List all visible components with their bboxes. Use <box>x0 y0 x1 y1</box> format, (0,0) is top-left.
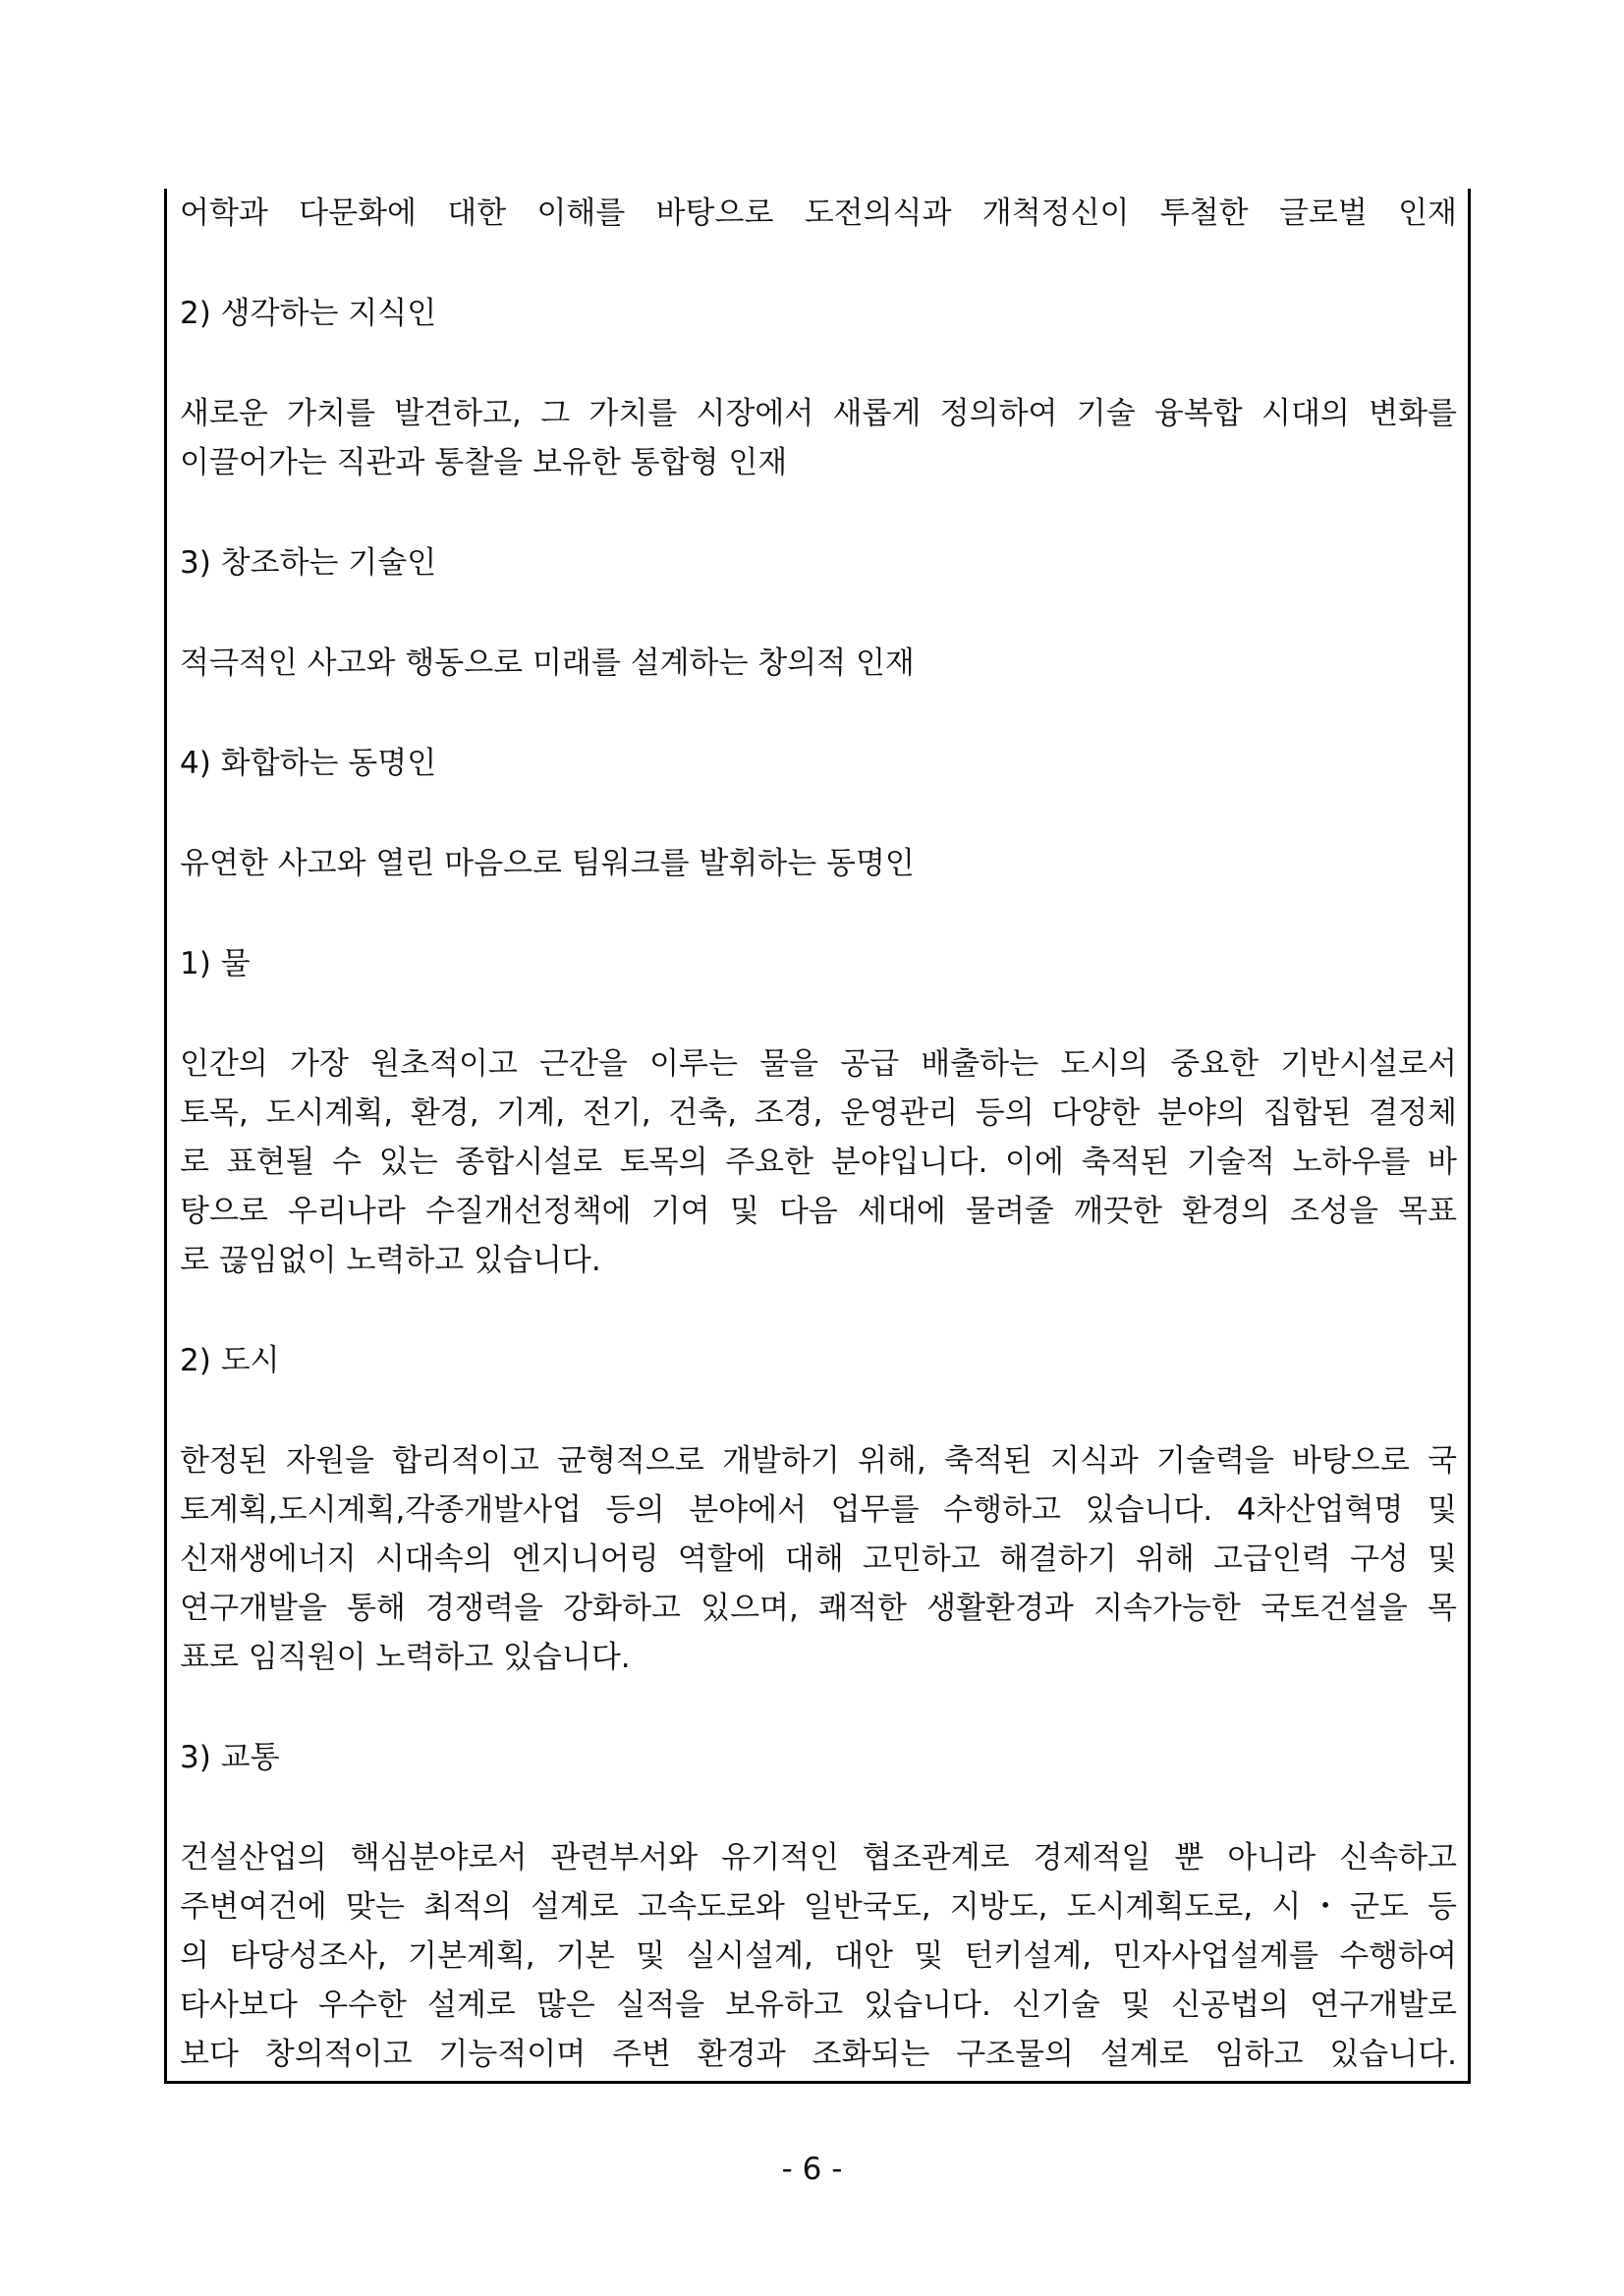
business-1-text: 로 끊임없이 노력하고 있습니다. <box>180 1243 601 1278</box>
business-2-text: 표로 임직원이 노력하고 있습니다. <box>180 1640 631 1675</box>
business-3-text: 보다 창의적이고 기능적이며 주변 환경과 조화되는 구조물의 설계로 임하고 있습니다. <box>180 2037 1457 2072</box>
business-3-text: 주변여건에 맞는 최적의 설계로 고속도로와 일반국도, 지방도, 도시계획도로, 시・군도 등 <box>180 1889 1457 1925</box>
business-2-text: 연구개발을 통해 경쟁력을 강화하고 있으며, 쾌적한 생활환경과 지속가능한 국토건설을 목 <box>180 1591 1457 1626</box>
talent-3-text: 적극적인 사고와 행동으로 미래를 설계하는 창의적 인재 <box>180 645 915 681</box>
business-2-text: 토계획,도시계획,각종개발사업 등의 분야에서 업무를 수행하고 있습니다. 4차산업혁명 및 <box>180 1492 1457 1528</box>
talent-3-heading: 3) 창조하는 기술인 <box>180 545 437 581</box>
talent-4-heading: 4) 화합하는 동명인 <box>180 746 437 781</box>
business-2-heading: 2) 도시 <box>180 1343 280 1378</box>
business-2-text: 신재생에너지 시대속의 엔지니어링 역할에 대해 고민하고 해결하기 위해 고급인력 구성 및 <box>180 1541 1457 1577</box>
business-1-text: 탕으로 우리나라 수질개선정책에 기여 및 다음 세대에 물려줄 깨끗한 환경의 조성을 목표 <box>180 1194 1457 1229</box>
talent-4-text: 유연한 사고와 열린 마음으로 팀워크를 발휘하는 동명인 <box>180 846 915 881</box>
talent-1-text: 어학과 다문화에 대한 이해를 바탕으로 도전의식과 개척정신이 투철한 글로벌 인재 <box>180 196 1457 231</box>
talent-2-text: 새로운 가치를 발견하고, 그 가치를 시장에서 새롭게 정의하여 기술 융복합 시대의 변화를 <box>180 396 1457 431</box>
business-1-text: 인간의 가장 원초적이고 근간을 이루는 물을 공급 배출하는 도시의 중요한 기반시설로서 <box>180 1046 1457 1082</box>
document-body <box>180 189 1457 2079</box>
page-number: - 6 - <box>781 2152 843 2187</box>
business-1-text: 토목, 도시계획, 환경, 기계, 전기, 건축, 조경, 운영관리 등의 다양한 분야의 집합된 결정체 <box>180 1095 1457 1131</box>
talent-2-heading: 2) 생각하는 지식인 <box>180 296 437 331</box>
business-1-text: 로 표현될 수 있는 종합시설로 토목의 주요한 분야입니다. 이에 축적된 기술적 노하우를 바 <box>180 1145 1457 1180</box>
business-3-heading: 3) 교통 <box>180 1740 280 1775</box>
business-3-text: 타사보다 우수한 설계로 많은 실적을 보유하고 있습니다. 신기술 및 신공법의 연구개발로 <box>180 1988 1457 2023</box>
business-3-text: 건설산업의 핵심분야로서 관련부서와 유기적인 협조관계로 경제적일 뿐 아니라 신속하고 <box>180 1840 1457 1876</box>
business-1-heading: 1) 물 <box>180 946 251 981</box>
business-2-text: 한정된 자원을 합리적이고 균형적으로 개발하기 위해, 축적된 지식과 기술력을 바탕으로 국 <box>180 1443 1457 1479</box>
business-3-text: 의 타당성조사, 기본계획, 기본 및 실시설계, 대안 및 턴키설계, 민자사업설계를 수행하여 <box>180 1938 1457 1974</box>
talent-2-text: 이끌어가는 직관과 통찰을 보유한 통합형 인재 <box>180 445 788 480</box>
